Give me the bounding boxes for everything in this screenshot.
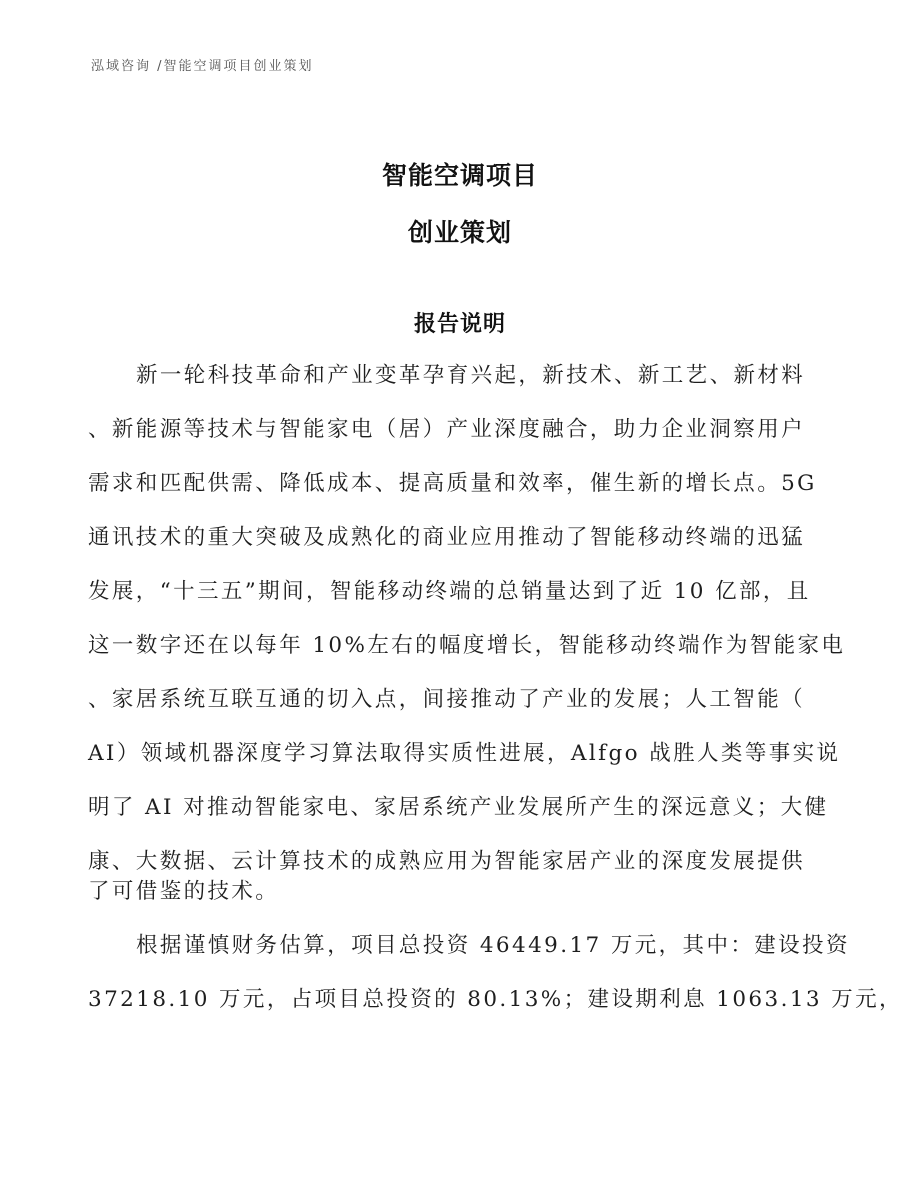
document-subtitle: 创业策划 <box>407 218 512 247</box>
paragraph-line: 37218.10 万元，占项目总投资的 80.13%；建设期利息 1063.13 万元， <box>88 987 903 1012</box>
paragraph-line: AI）领域机器深度学习算法取得实质性进展，Alfgo 战胜人类等事实说 <box>88 741 841 766</box>
paragraph-line: 、家居系统互联互通的切入点，间接推动了产业的发展；人工智能（ <box>88 687 806 712</box>
paragraph-line: 了可借鉴的技术。 <box>88 879 280 904</box>
paragraph-line: 需求和匹配供需、降低成本、提高质量和效率，催生新的增长点。5G <box>88 471 817 496</box>
document-title: 智能空调项目 <box>381 161 538 190</box>
paragraph-line: 康、大数据、云计算技术的成熟应用为智能家居产业的深度发展提供 <box>88 849 806 874</box>
running-header: 泓域咨询 /智能空调项目创业策划 <box>91 59 314 74</box>
paragraph-line: 这一数字还在以每年 10%左右的幅度增长，智能移动终端作为智能家电 <box>88 633 846 658</box>
paragraph-line: 新一轮科技革命和产业变革孕育兴起，新技术、新工艺、新材料 <box>136 363 806 388</box>
paragraph-line: 根据谨慎财务估算，项目总投资 46449.17 万元，其中：建设投资 <box>136 933 850 958</box>
paragraph-line: 通讯技术的重大突破及成熟化的商业应用推动了智能移动终端的迅猛 <box>88 525 806 550</box>
paragraph-line: 明了 AI 对推动智能家电、家居系统产业发展所产生的深远意义；大健 <box>88 795 829 820</box>
paragraph-line: 、新能源等技术与智能家电（居）产业深度融合，助力企业洞察用户 <box>88 417 806 442</box>
paragraph-line: 发展，“十三五”期间，智能移动终端的总销量达到了近 10 亿部，且 <box>88 579 811 604</box>
section-heading-report-description: 报告说明 <box>413 311 506 337</box>
